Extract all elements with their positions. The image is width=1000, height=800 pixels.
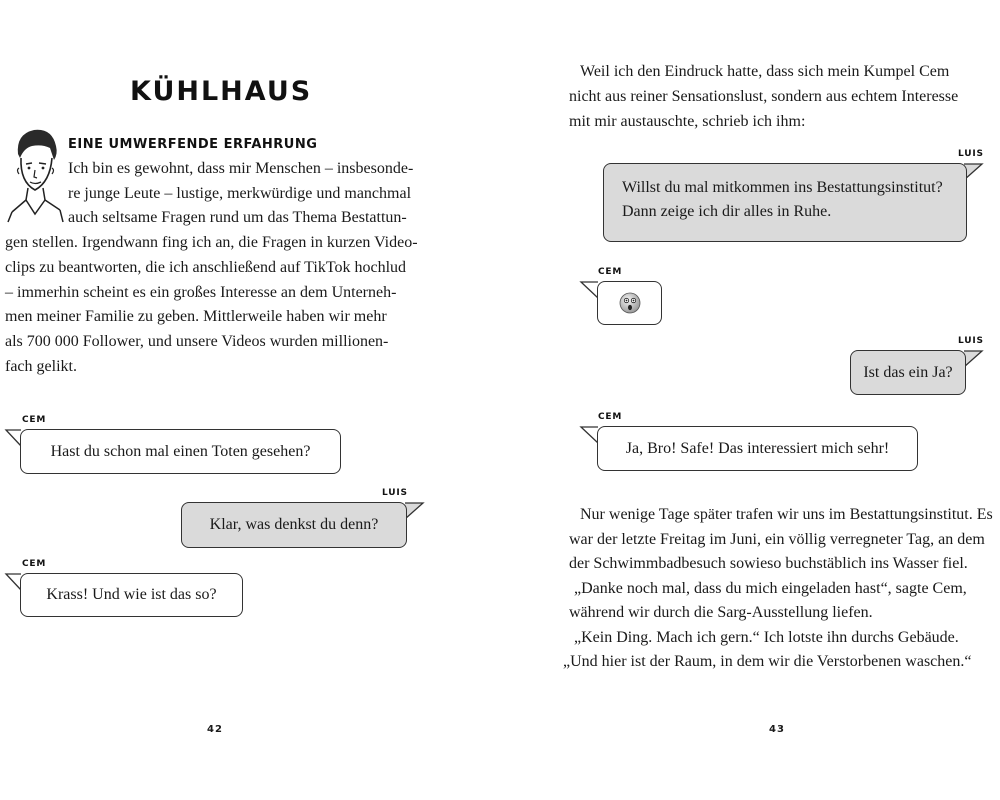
chat-bubble-luis: Klar, was denkst du denn? <box>181 502 407 548</box>
chat-speaker-luis: LUIS <box>382 488 408 498</box>
intro-line: mit mir austauschte, schrieb ich ihm: <box>569 113 806 130</box>
chat-bubble-cem <box>597 281 662 325</box>
chat-bubble-cem: Ja, Bro! Safe! Das interessiert mich sehr! <box>597 426 918 471</box>
page-number: 42 <box>207 724 223 735</box>
chat-speaker-cem: CEM <box>598 412 623 422</box>
story-line: war der letzte Freitag im Juni, ein völlig verregneter Tag, an dem <box>569 531 985 548</box>
chat-speaker-cem: CEM <box>22 415 47 425</box>
story-line: Nur wenige Tage später trafen wir uns im Bestattungsinstitut. Es <box>580 506 993 523</box>
author-portrait-icon <box>6 124 64 224</box>
chapter-title: KÜHLHAUS <box>130 76 313 107</box>
chat-bubble-cem: Krass! Und wie ist das so? <box>20 573 243 617</box>
astonished-face-icon <box>619 292 641 314</box>
chat-speaker-cem: CEM <box>22 559 47 569</box>
section-subheading: EINE UMWERFENDE ERFAHRUNG <box>68 137 318 152</box>
right-page <box>500 0 1000 800</box>
paragraph-line: re junge Leute – lustige, merkwürdige und manchmal <box>68 185 412 202</box>
story-line: „Danke noch mal, dass du mich eingeladen hast“, sagte Cem, <box>574 580 967 597</box>
story-line: während wir durch die Sarg-Ausstellung liefen. <box>569 604 873 621</box>
paragraph-line: clips zu beantworten, die ich anschließend auf TikTok hochlud <box>5 259 407 276</box>
intro-line: nicht aus reiner Sensationslust, sondern aus echtem Interesse <box>569 88 959 105</box>
chat-bubble-luis <box>603 163 967 242</box>
chat-bubble-luis: Ist das ein Ja? <box>850 350 966 395</box>
paragraph-line: fach gelikt. <box>5 358 77 375</box>
chat-speaker-cem: CEM <box>598 267 623 277</box>
chat-speaker-luis: LUIS <box>958 336 984 346</box>
paragraph-line: auch seltsame Fragen rund um das Thema Bestattun- <box>68 209 407 226</box>
paragraph-line: men meiner Familie zu geben. Mittlerweile haben wir mehr <box>5 308 387 325</box>
story-line: „Kein Ding. Mach ich gern.“ Ich lotste ihn durchs Gebäude. <box>574 629 959 646</box>
paragraph-line: als 700 000 Follower, und unsere Videos wurden millionen- <box>5 333 389 350</box>
paragraph-line: Ich bin es gewohnt, dass mir Menschen – insbesonde- <box>68 160 414 177</box>
chat-bubble-cem: Hast du schon mal einen Toten gesehen? <box>20 429 341 474</box>
story-line: „Und hier ist der Raum, in dem wir die Verstorbenen waschen.“ <box>563 653 972 670</box>
page-number: 43 <box>769 724 785 735</box>
intro-line: Weil ich den Eindruck hatte, dass sich mein Kumpel Cem <box>580 63 950 80</box>
story-line: der Schwimmbadbesuch sowieso buchstäblich ins Wasser fiel. <box>569 555 968 572</box>
bubble-line: Dann zeige ich dir alles in Ruhe. <box>622 203 832 220</box>
bubble-line: Willst du mal mitkommen ins Bestattungsinstitut? <box>622 179 943 196</box>
paragraph-line: – immerhin scheint es ein großes Interesse an dem Unterneh- <box>5 284 397 301</box>
chat-speaker-luis: LUIS <box>958 149 984 159</box>
paragraph-line: gen stellen. Irgendwann fing ich an, die Fragen in kurzen Video- <box>5 234 418 251</box>
